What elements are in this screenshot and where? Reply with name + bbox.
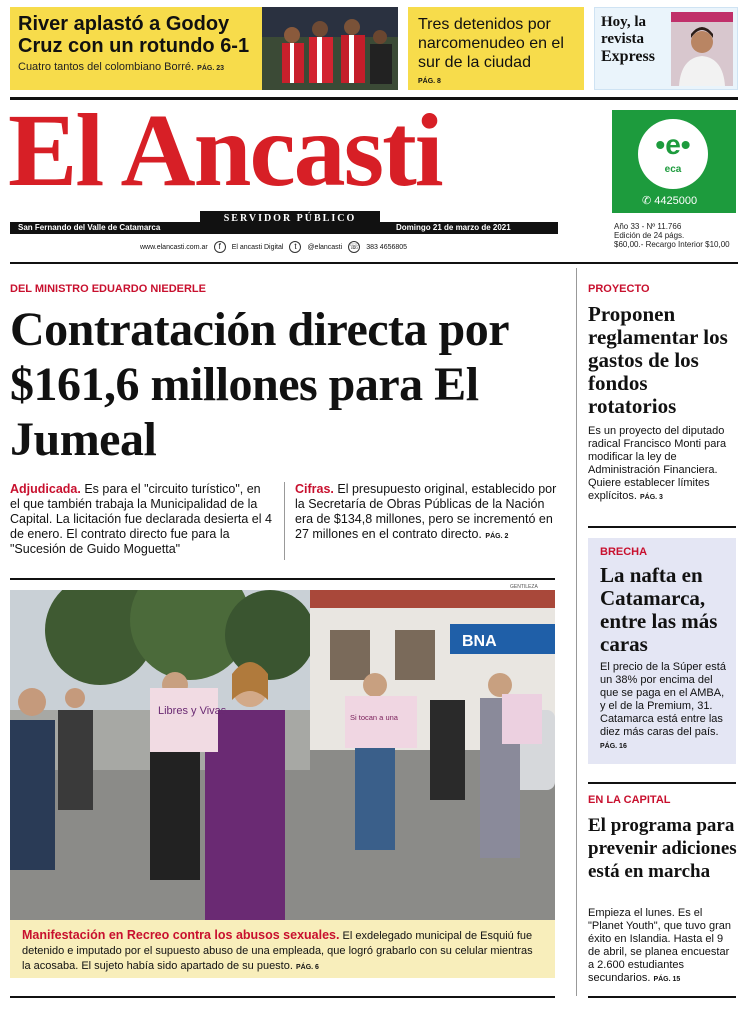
page-ref: PÁG. 3 (639, 494, 663, 501)
sidebar-3-text: Empieza el lunes. Es el "Planet Youth", que tuvo gran éxito en Islandia. Hasta el 9 de abril, se planea encuestar a 2.600 estudiantes secundarios. (588, 907, 731, 984)
main-column-1 (10, 482, 272, 557)
sidebar-3-body (588, 907, 738, 986)
teaser-sport-photo[interactable] (262, 7, 398, 90)
sidebar-1-body (588, 425, 738, 504)
eca-phone: 4425000 (654, 195, 698, 207)
teaser-police[interactable] (408, 7, 584, 90)
col2-lead: Cifras. (295, 482, 334, 496)
sidebar-1-headline[interactable]: Proponen reglamentar los gastos de los fondos rotatorios (588, 302, 728, 418)
sidebar-3-headline[interactable]: El programa para prevenir adiciones está en marcha (588, 815, 737, 882)
page-ref: PÁG. 16 (600, 743, 627, 750)
page-ref: PÁG. 15 (653, 976, 681, 983)
contact-row (140, 240, 560, 254)
sidebar-2-body (600, 661, 730, 753)
twitter-link[interactable]: @elancasti (307, 243, 343, 251)
masthead-date: Domingo 21 de marzo de 2021 (396, 223, 511, 232)
photo-credit: GENTILEZA (510, 584, 538, 590)
page-ref: PÁG. 23 (197, 65, 225, 72)
page-ref: PÁG. 8 (418, 78, 441, 85)
caption-text: El exdelegado municipal de Esquiú fue detenido e imputado por el supuesto abuso de una empleada, que logró grabarlo con su celular mientras la acosaba. El sujeto había sido apartado de su puesto. (22, 930, 533, 972)
edition-number: Año 33 - Nº 11.766 (614, 222, 682, 231)
facebook-link[interactable]: El ancasti Digital (231, 243, 284, 251)
teaser-express-line1: Hoy, la (601, 14, 647, 30)
main-kicker: DEL MINISTRO EDUARDO NIEDERLE (10, 283, 206, 295)
photo-caption (10, 920, 555, 978)
masthead-location: San Fernando del Valle de Catamarca (18, 223, 161, 232)
sidebar-2-headline[interactable]: La nafta en Catamarca, entre las más caras (600, 563, 718, 656)
teaser-sport-sub: Cuatro tantos del colombiano Borré. (18, 61, 195, 73)
divider (10, 578, 555, 580)
sidebar-3-kicker: EN LA CAPITAL (588, 794, 671, 806)
sidebar-1-kicker: PROYECTO (588, 283, 650, 295)
bank-sign: BNA (462, 633, 497, 650)
main-headline[interactable]: Contratación directa por $161,6 millones para El Jumeal (10, 303, 509, 466)
whatsapp-icon: ☏ (349, 242, 360, 251)
protest-sign-2: Si tocan a una (350, 713, 398, 722)
teaser-express-line3: Express (601, 48, 655, 65)
eca-logo (638, 119, 708, 189)
facebook-icon: f (214, 241, 226, 253)
edition-info (614, 222, 738, 249)
divider (588, 526, 736, 528)
sidebar-2-kicker: BRECHA (600, 546, 648, 558)
protest-photo[interactable] (10, 590, 555, 920)
divider (588, 996, 736, 998)
sidebar-1-text: Es un proyecto del diputado radical Francisco Monti para modificar la ley de Administración Financiera. Quiere establecer límites explícitos. (588, 425, 727, 502)
col2-text: El presupuesto original, establecido por la Secretaría de Obras Públicas de la Nación era de $134,8 millones, pero se incrementó en 27 millones en el contrato directo. (295, 482, 557, 541)
divider (588, 782, 736, 784)
edition-price: $60,00.- Recargo Interior $10,00 (614, 240, 730, 249)
teaser-express-line2: revista (601, 31, 645, 47)
page-ref: PÁG. 6 (295, 964, 319, 971)
website-link[interactable]: www.elancasti.com.ar (140, 243, 208, 251)
eca-e-icon: •e• (655, 129, 691, 160)
main-column-2 (295, 482, 557, 544)
eca-ad[interactable] (612, 110, 736, 213)
magazine-cover-image (671, 12, 733, 86)
football-players-image (262, 7, 398, 90)
sidebar-2-text: El precio de la Súper está un 38% por encima del que se paga en el AMBA, y el de la Premium, 31. Catamarca está entre las diez más caras del país. (600, 661, 726, 738)
col1-lead: Adjudicada. (10, 482, 81, 496)
protest-march-image (10, 590, 555, 920)
teaser-express[interactable] (594, 7, 738, 90)
eca-logo-text: eca (664, 164, 682, 175)
masthead-title[interactable]: El Ancasti (8, 93, 442, 208)
teaser-sport-headline: River aplastó a Godoy Cruz con un rotundo 6-1 (18, 13, 250, 57)
teaser-police-headline: Tres detenidos por narcomenudeo en el sur de la ciudad (418, 16, 564, 71)
col1-text: Es para el "circuito turístico", en el que también trabaja la Municipalidad de la Capital. La licitación fue declarada desierta el 4 de enero. El contrato directo fue para la "Sucesión de Guido Moguetta" (10, 482, 272, 556)
column-divider (576, 268, 577, 996)
column-divider (284, 482, 285, 560)
caption-lead: Manifestación en Recreo contra los abusos sexuales. (22, 928, 340, 942)
teaser-sport[interactable] (10, 7, 262, 90)
protest-sign-1: Libres y Vivas (158, 705, 227, 717)
edition-pages: Edición de 24 págs. (614, 231, 685, 240)
divider (10, 996, 555, 998)
twitter-icon: t (289, 241, 301, 253)
phone-icon: ✆ (642, 195, 655, 207)
masthead-motto: SERVIDOR PÚBLICO (200, 211, 380, 227)
divider (10, 262, 738, 264)
whatsapp-number[interactable]: 383 4656805 (366, 243, 408, 251)
page-ref: PÁG. 2 (485, 533, 509, 540)
